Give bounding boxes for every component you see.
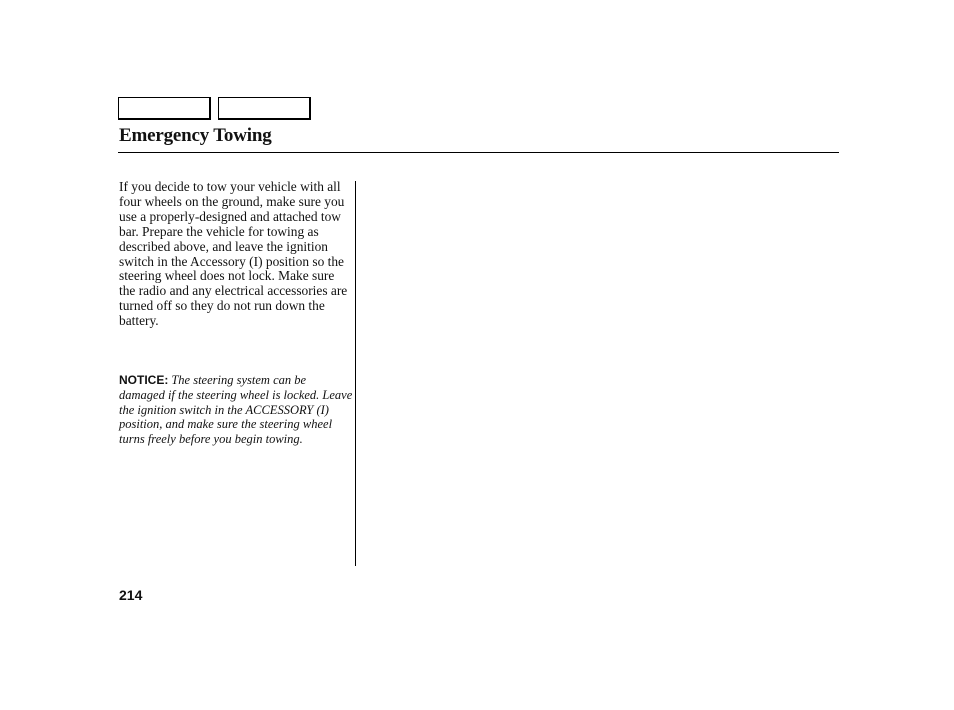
page-title: Emergency Towing xyxy=(119,125,272,146)
notice-label: NOTICE: xyxy=(119,373,169,387)
body-paragraph: If you decide to tow your vehicle with all four wheels on the ground, make sure you use a properly-designed and attached tow bar. Prepare the vehicle for towing as described above, and leave the ignition switch in the Accessory (I) position so the steering wheel does not lock. Make sure the radio and any electrical accessories are turned off so they do not run down the battery. xyxy=(119,179,348,329)
column-divider xyxy=(355,181,356,566)
nav-tab-1[interactable] xyxy=(118,97,211,120)
notice-block xyxy=(119,373,353,447)
nav-tab-2[interactable] xyxy=(218,97,311,120)
page-number: 214 xyxy=(119,587,143,603)
title-divider xyxy=(118,152,839,153)
notice-text: The steering system can be damaged if the steering wheel is locked. Leave the ignition switch in the ACCESSORY (I) position, and make sure the steering wheel turns freely before you begin towing. xyxy=(119,373,353,447)
